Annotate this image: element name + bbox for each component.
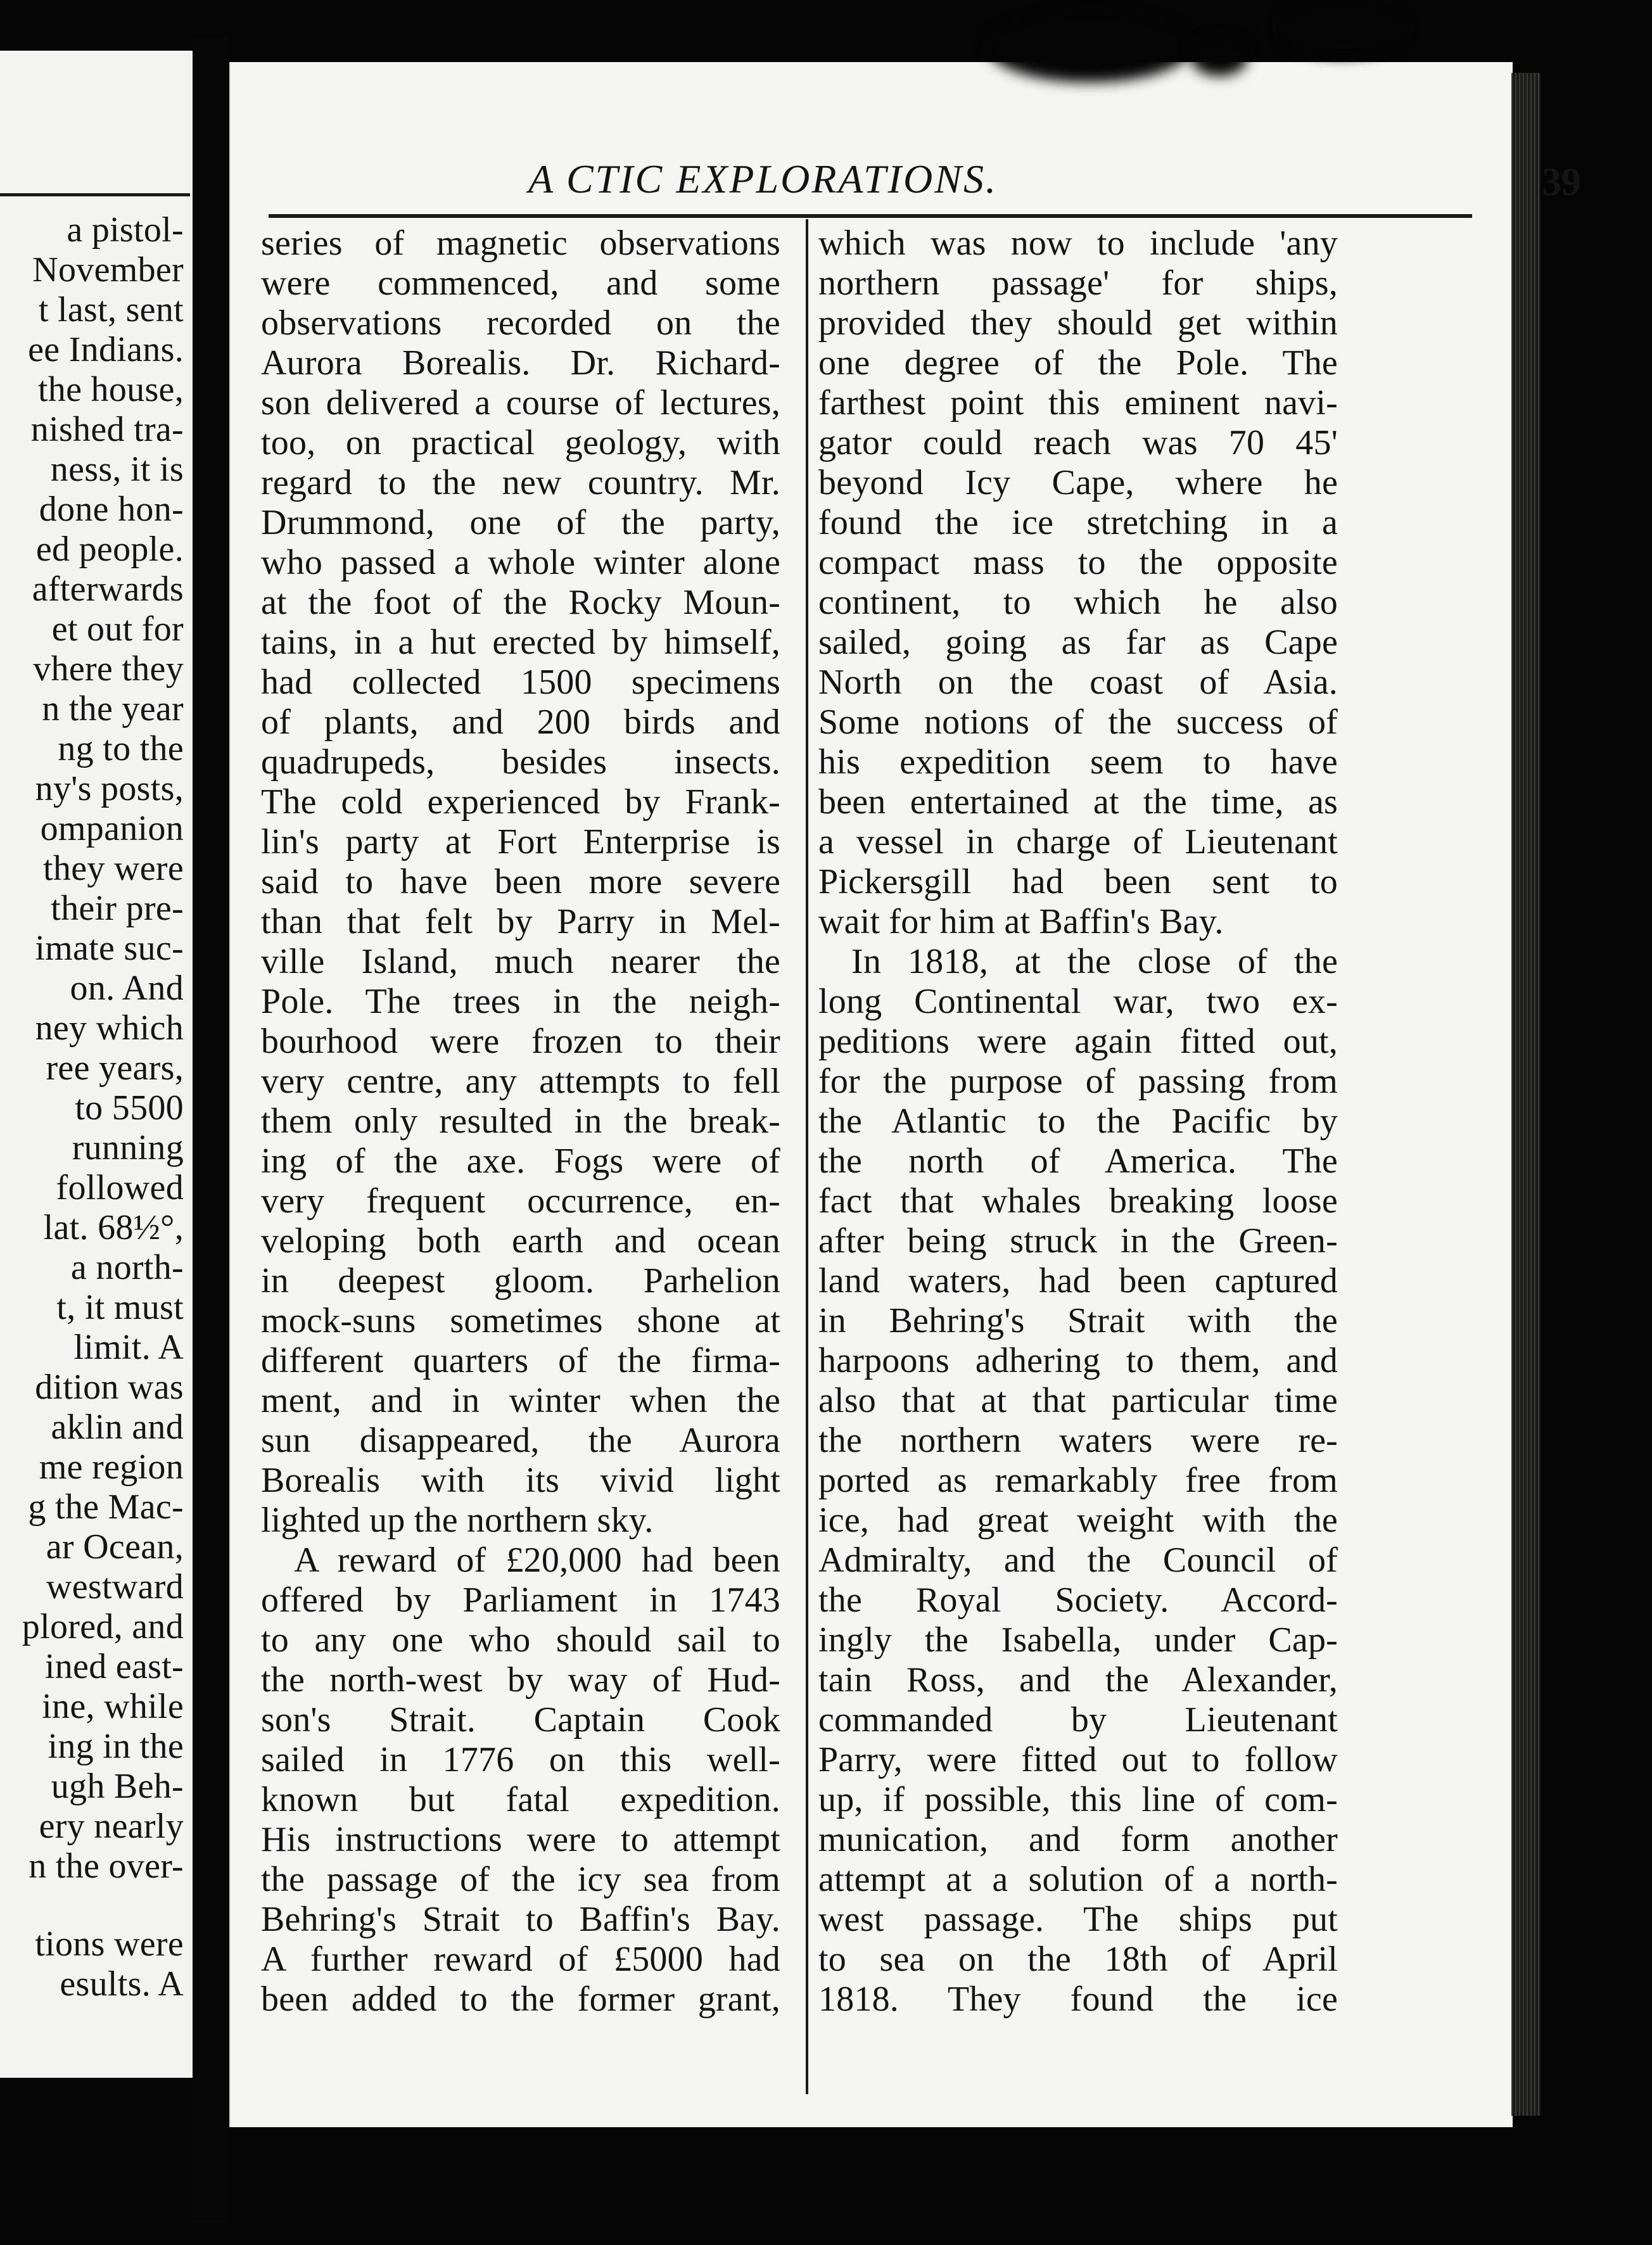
- text-line: the Atlantic to the Pacific by: [818, 1102, 1338, 1141]
- text-line: 1818. They found the ice: [818, 1980, 1338, 2019]
- text-line: different quarters of the firma-: [261, 1341, 780, 1380]
- text-line: land waters, had been captured: [818, 1261, 1338, 1301]
- text-line: ugh Beh-: [51, 1767, 184, 1806]
- text-line: fact that whales breaking loose: [818, 1181, 1338, 1221]
- left-page-text: [0, 210, 184, 2004]
- text-line: lat. 68½°,: [43, 1208, 184, 1247]
- text-line: done hon-: [39, 490, 184, 529]
- text-line: compact mass to the opposite: [818, 543, 1338, 582]
- page-number: 39: [1542, 161, 1581, 204]
- text-line: westward: [46, 1567, 184, 1606]
- text-line: g the Mac-: [28, 1487, 184, 1527]
- text-line: lighted up the northern sky.: [261, 1501, 654, 1540]
- text-line: aklin and: [51, 1408, 184, 1447]
- text-line: ing of the axe. Fogs were of: [261, 1142, 780, 1181]
- text-line: Admiralty, and the Council of: [818, 1541, 1338, 1580]
- text-line: a pistol-: [67, 210, 184, 250]
- text-line: ing in the: [48, 1727, 184, 1766]
- text-line: series of magnetic observations: [261, 224, 780, 263]
- text-line: running: [72, 1128, 184, 1167]
- text-line: ree years,: [46, 1048, 184, 1088]
- text-line: veloping both earth and ocean: [261, 1221, 780, 1261]
- text-line: Pickersgill had been sent to: [818, 862, 1338, 901]
- text-line: them only resulted in the break-: [261, 1102, 780, 1141]
- text-line: quadrupeds, besides insects.: [261, 742, 780, 782]
- text-line: tains, in a hut erected by himself,: [261, 623, 780, 662]
- running-head: A CTIC EXPLORATIONS.: [528, 156, 998, 201]
- text-line: were commenced, and some: [261, 264, 780, 303]
- text-line: on. And: [70, 969, 184, 1008]
- left-page-header-rule: [0, 193, 190, 196]
- text-line: limit. A: [73, 1328, 184, 1367]
- text-line: ined east-: [44, 1647, 184, 1686]
- text-line: me region: [39, 1447, 184, 1487]
- text-line: esults. A: [60, 1964, 184, 2004]
- text-line: t last, sent: [38, 290, 184, 329]
- text-line: t, it must: [56, 1288, 184, 1327]
- text-line: lin's party at Fort Enterprise is: [261, 822, 780, 862]
- text-line: a north-: [70, 1248, 184, 1287]
- text-line: North on the coast of Asia.: [818, 663, 1338, 702]
- text-line: to any one who should sail to: [261, 1620, 780, 1660]
- text-line: who passed a whole winter alone: [261, 543, 780, 582]
- text-line: the north-west by way of Hud-: [261, 1660, 780, 1700]
- text-line: which was now to include 'any: [818, 224, 1338, 263]
- scan-smudge: [1280, 0, 1406, 57]
- text-line: up, if possible, this line of com-: [818, 1780, 1338, 1819]
- text-line: Parry, were fitted out to follow: [818, 1740, 1338, 1779]
- text-line: the Royal Society. Accord-: [818, 1580, 1338, 1620]
- text-line: bourhood were frozen to their: [261, 1022, 780, 1061]
- section-break: [0, 1886, 184, 1924]
- text-line: ompanion: [40, 809, 184, 848]
- text-line: Aurora Borealis. Dr. Richard-: [261, 343, 780, 383]
- text-line: vhere they: [33, 649, 184, 689]
- book-page: [229, 62, 1581, 2127]
- text-line: farthest point this eminent navi-: [818, 383, 1338, 423]
- text-line: commanded by Lieutenant: [818, 1700, 1338, 1739]
- text-line: tain Ross, and the Alexander,: [818, 1660, 1338, 1700]
- text-line: et out for: [51, 609, 184, 649]
- text-line: n the over-: [29, 1847, 184, 1886]
- text-line: sailed, going as far as Cape: [818, 623, 1338, 662]
- text-line: harpoons adhering to them, and: [818, 1341, 1338, 1380]
- text-line: wait for him at Baffin's Bay.: [818, 902, 1224, 941]
- text-line: sailed in 1776 on this well-: [261, 1740, 780, 1779]
- text-line: the northern waters were re-: [818, 1421, 1338, 1460]
- text-line: attempt at a solution of a north-: [818, 1860, 1338, 1899]
- text-line: their pre-: [51, 889, 184, 928]
- text-line: also that at that particular time: [818, 1381, 1338, 1420]
- text-line: son's Strait. Captain Cook: [261, 1700, 780, 1739]
- text-line: November: [32, 250, 184, 289]
- text-line: afterwards: [32, 569, 184, 609]
- text-line: Pole. The trees in the neigh-: [261, 982, 780, 1021]
- text-line: the house,: [37, 370, 184, 409]
- text-line: known but fatal expedition.: [261, 1780, 780, 1819]
- text-line: too, on practical geology, with: [261, 423, 780, 462]
- text-line: munication, and form another: [818, 1820, 1338, 1859]
- text-line: ingly the Isabella, under Cap-: [818, 1620, 1338, 1660]
- text-line: in deepest gloom. Parhelion: [261, 1261, 780, 1301]
- left-facing-page: [0, 51, 193, 2078]
- text-line: had collected 1500 specimens: [261, 663, 780, 702]
- text-line: regard to the new country. Mr.: [261, 463, 780, 502]
- scan-smudge: [1191, 38, 1248, 76]
- text-line: n the year: [42, 689, 184, 728]
- column-left: [261, 224, 780, 2019]
- text-line: very centre, any attempts to fell: [261, 1062, 780, 1101]
- text-line: a vessel in charge of Lieutenant: [818, 822, 1338, 862]
- text-line: been entertained at the time, as: [818, 782, 1338, 822]
- text-line: ery nearly: [39, 1807, 184, 1846]
- text-line: after being struck in the Green-: [818, 1221, 1338, 1261]
- text-line: tions were: [35, 1924, 184, 1964]
- text-line: to sea on the 18th of April: [818, 1940, 1338, 1979]
- text-line: ine, while: [42, 1687, 184, 1726]
- text-line: ng to the: [58, 729, 184, 768]
- text-line: ness, it is: [50, 450, 184, 489]
- text-line: ee Indians.: [28, 330, 184, 369]
- text-line: one degree of the Pole. The: [818, 343, 1338, 383]
- text-line: provided they should get within: [818, 303, 1338, 343]
- paragraph-start-line: In 1818, at the close of the: [851, 942, 1338, 981]
- binding-gutter: [193, 38, 228, 2223]
- text-line: followed: [56, 1168, 184, 1207]
- text-line: found the ice stretching in a: [818, 503, 1338, 542]
- text-line: son delivered a course of lectures,: [261, 383, 780, 423]
- text-line: the passage of the icy sea from: [261, 1860, 780, 1899]
- text-line: nished tra-: [30, 410, 184, 449]
- paragraph-start-line: A reward of £20,000 had been: [294, 1541, 780, 1580]
- text-line: A further reward of £5000 had: [261, 1940, 780, 1979]
- text-line: to 5500: [75, 1088, 184, 1128]
- text-line: observations recorded on the: [261, 303, 780, 343]
- text-line: Drummond, one of the party,: [261, 503, 780, 542]
- text-line: Borealis with its vivid light: [261, 1461, 780, 1500]
- text-line: dition was: [35, 1368, 184, 1407]
- text-line: ported as remarkably free from: [818, 1461, 1338, 1500]
- text-line: said to have been more severe: [261, 862, 780, 901]
- header-rule: [269, 214, 1472, 218]
- text-line: Some notions of the success of: [818, 703, 1338, 742]
- text-line: beyond Icy Cape, where he: [818, 463, 1338, 502]
- text-line: sun disappeared, the Aurora: [261, 1421, 780, 1460]
- text-line: His instructions were to attempt: [261, 1820, 780, 1859]
- text-line: northern passage' for ships,: [818, 264, 1338, 303]
- text-line: The cold experienced by Frank-: [261, 782, 780, 822]
- text-line: in Behring's Strait with the: [818, 1301, 1338, 1340]
- text-line: offered by Parliament in 1743: [261, 1580, 780, 1620]
- text-line: plored, and: [22, 1607, 184, 1646]
- text-line: ment, and in winter when the: [261, 1381, 780, 1420]
- text-line: ney which: [35, 1008, 184, 1048]
- text-line: his expedition seem to have: [818, 742, 1338, 782]
- column-rule: [806, 219, 808, 2094]
- text-line: ar Ocean,: [46, 1527, 184, 1567]
- text-line: than that felt by Parry in Mel-: [261, 902, 780, 941]
- text-line: very frequent occurrence, en-: [261, 1181, 780, 1221]
- page-edge-stack: [1511, 73, 1541, 2116]
- text-line: Behring's Strait to Baffin's Bay.: [261, 1900, 780, 1939]
- text-line: ice, had great weight with the: [818, 1501, 1338, 1540]
- text-line: they were: [43, 849, 184, 888]
- text-line: of plants, and 200 birds and: [261, 703, 780, 742]
- text-line: gator could reach was 70 45': [818, 423, 1338, 462]
- scan-smudge: [988, 13, 1191, 82]
- text-line: been added to the former grant,: [261, 1980, 780, 2019]
- text-line: ny's posts,: [35, 769, 184, 808]
- text-line: the north of America. The: [818, 1142, 1338, 1181]
- text-line: ed people.: [35, 530, 184, 569]
- text-line: imate suc-: [35, 929, 184, 968]
- text-line: for the purpose of passing from: [818, 1062, 1338, 1101]
- text-line: long Continental war, two ex-: [818, 982, 1338, 1021]
- text-line: at the foot of the Rocky Moun-: [261, 583, 780, 622]
- text-line: continent, to which he also: [818, 583, 1338, 622]
- text-line: peditions were again fitted out,: [818, 1022, 1338, 1061]
- column-right: [818, 224, 1338, 2019]
- text-line: ville Island, much nearer the: [261, 942, 780, 981]
- text-line: mock-suns sometimes shone at: [261, 1301, 780, 1340]
- text-line: west passage. The ships put: [818, 1900, 1338, 1939]
